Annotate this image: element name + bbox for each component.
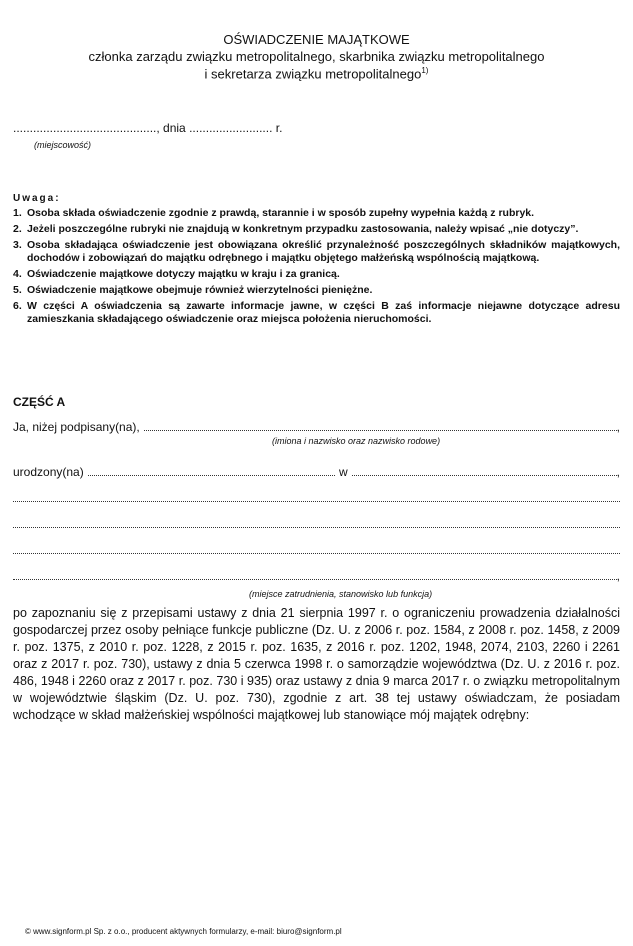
birth-date-field[interactable] — [88, 465, 335, 476]
place-date-line — [13, 121, 282, 135]
notes-heading: Uwaga: — [13, 193, 61, 204]
place-field[interactable]: ........................................... — [13, 121, 157, 135]
work-field[interactable] — [13, 569, 617, 580]
work-field[interactable] — [13, 517, 620, 528]
work-line — [13, 543, 620, 554]
notes-list — [13, 207, 620, 329]
part-a-heading: CZĘŚĆ A — [13, 395, 66, 409]
note-number: 2. — [13, 223, 22, 235]
signed-row — [13, 420, 620, 434]
note-item — [13, 284, 620, 297]
work-line — [13, 491, 620, 502]
note-text: Oświadczenie majątkowe dotyczy majątku w kraju i za granicą. — [27, 268, 340, 280]
signed-label: Ja, niżej podpisany(na), — [13, 420, 140, 434]
footnote-ref: 1) — [421, 66, 429, 75]
note-text: Oświadczenie majątkowe obejmuje również wierzytelności pieniężne. — [27, 284, 373, 296]
born-row — [13, 465, 620, 479]
work-line — [13, 517, 620, 528]
note-number: 3. — [13, 239, 22, 251]
note-text: W części A oświadczenia są zawarte informacje jawne, w części B zaś informacje niejawne dotyczące adresu zamieszkania składającego oświadczenie oraz miejsca położenia nieruchomości. — [27, 300, 620, 325]
note-number: 4. — [13, 268, 22, 280]
place-caption: (miejscowość) — [34, 140, 92, 150]
note-item — [13, 239, 620, 265]
footer-text: © www.signform.pl Sp. z o.o., producent aktywnych formularzy, e-mail: biuro@signform.pl — [25, 927, 342, 936]
note-item — [13, 223, 620, 236]
note-number: 5. — [13, 284, 22, 296]
document-subtitle-line1: członka zarządu związku metropolitalnego, skarbnika związku metropolitalnego — [88, 49, 545, 64]
document-title: OŚWIADCZENIE MAJĄTKOWE — [223, 32, 410, 47]
document-subtitle-line2 — [0, 66, 633, 81]
date-label: , dnia — [156, 121, 186, 135]
work-field[interactable] — [13, 491, 620, 502]
note-item — [13, 300, 620, 326]
work-field[interactable] — [13, 543, 620, 554]
comma: , — [616, 465, 620, 479]
comma: , — [616, 569, 620, 583]
note-text: Osoba składająca oświadczenie jest obowiązana określić przynależność poszczególnych składników majątkowych, dochodów i zobowiązań do majątku odrębnego i majątku objętego małżeńską wspólnością majątkową. — [27, 239, 620, 264]
work-line — [13, 569, 620, 583]
note-item — [13, 207, 620, 220]
note-text: Jeżeli poszczególne rubryki nie znajdują w konkretnym przypadku zastosowania, należy wpisać „nie dotyczy”. — [27, 223, 579, 235]
note-number: 6. — [13, 300, 22, 312]
note-item — [13, 268, 620, 281]
declaration-paragraph: po zapoznaniu się z przepisami ustawy z dnia 21 sierpnia 1997 r. o ograniczeniu prowadzenia działalności gospodarczej przez osoby pełniące funkcje publiczne (Dz. U. z 2006 r. poz. 1584, z 2008 r. poz. 1458, z 2009 r. poz. 1375, z 2010 r. poz. 1228, z 2015 r. poz. 1635, z 2016 r. poz. 1202, 1948, 2074, 2103, 2260 i 2261 oraz z 2017 r. poz. 730), ustawy z dnia 5 czerwca 1998 r. o samorządzie województwa (Dz. U. z 2016 r. poz. 486, 1948 i 2260 oraz z 2017 r. poz. 730 i 935) oraz ustawy z dnia 9 marca 2017 r. o związku metropolitalnym w województwie śląskim (Dz. U. poz. 730), zgodnie z art. 38 tej ustawy oświadczam, że posiadam wchodzące w skład małżeńskiej wspólności majątkowej lub stanowiące mój majątek odrębny: — [13, 606, 620, 722]
date-field[interactable]: ......................... — [189, 121, 273, 135]
comma: , — [616, 420, 620, 434]
work-caption: (miejsce zatrudnienia, stanowisko lub funkcja) — [249, 589, 433, 599]
note-number: 1. — [13, 207, 22, 219]
subtitle-line2-text: i sekretarza związku metropolitalnego — [204, 66, 422, 82]
year-suffix: r. — [275, 121, 283, 135]
born-in-label: w — [338, 465, 348, 479]
note-text: Osoba składa oświadczenie zgodnie z prawdą, starannie i w sposób zupełny wypełnia każdą z rubryk. — [27, 207, 535, 219]
birth-place-field[interactable] — [352, 465, 617, 476]
name-field[interactable] — [144, 420, 617, 431]
signed-caption: (imiona i nazwisko oraz nazwisko rodowe) — [272, 436, 441, 446]
born-label: urodzony(na) — [13, 465, 84, 479]
